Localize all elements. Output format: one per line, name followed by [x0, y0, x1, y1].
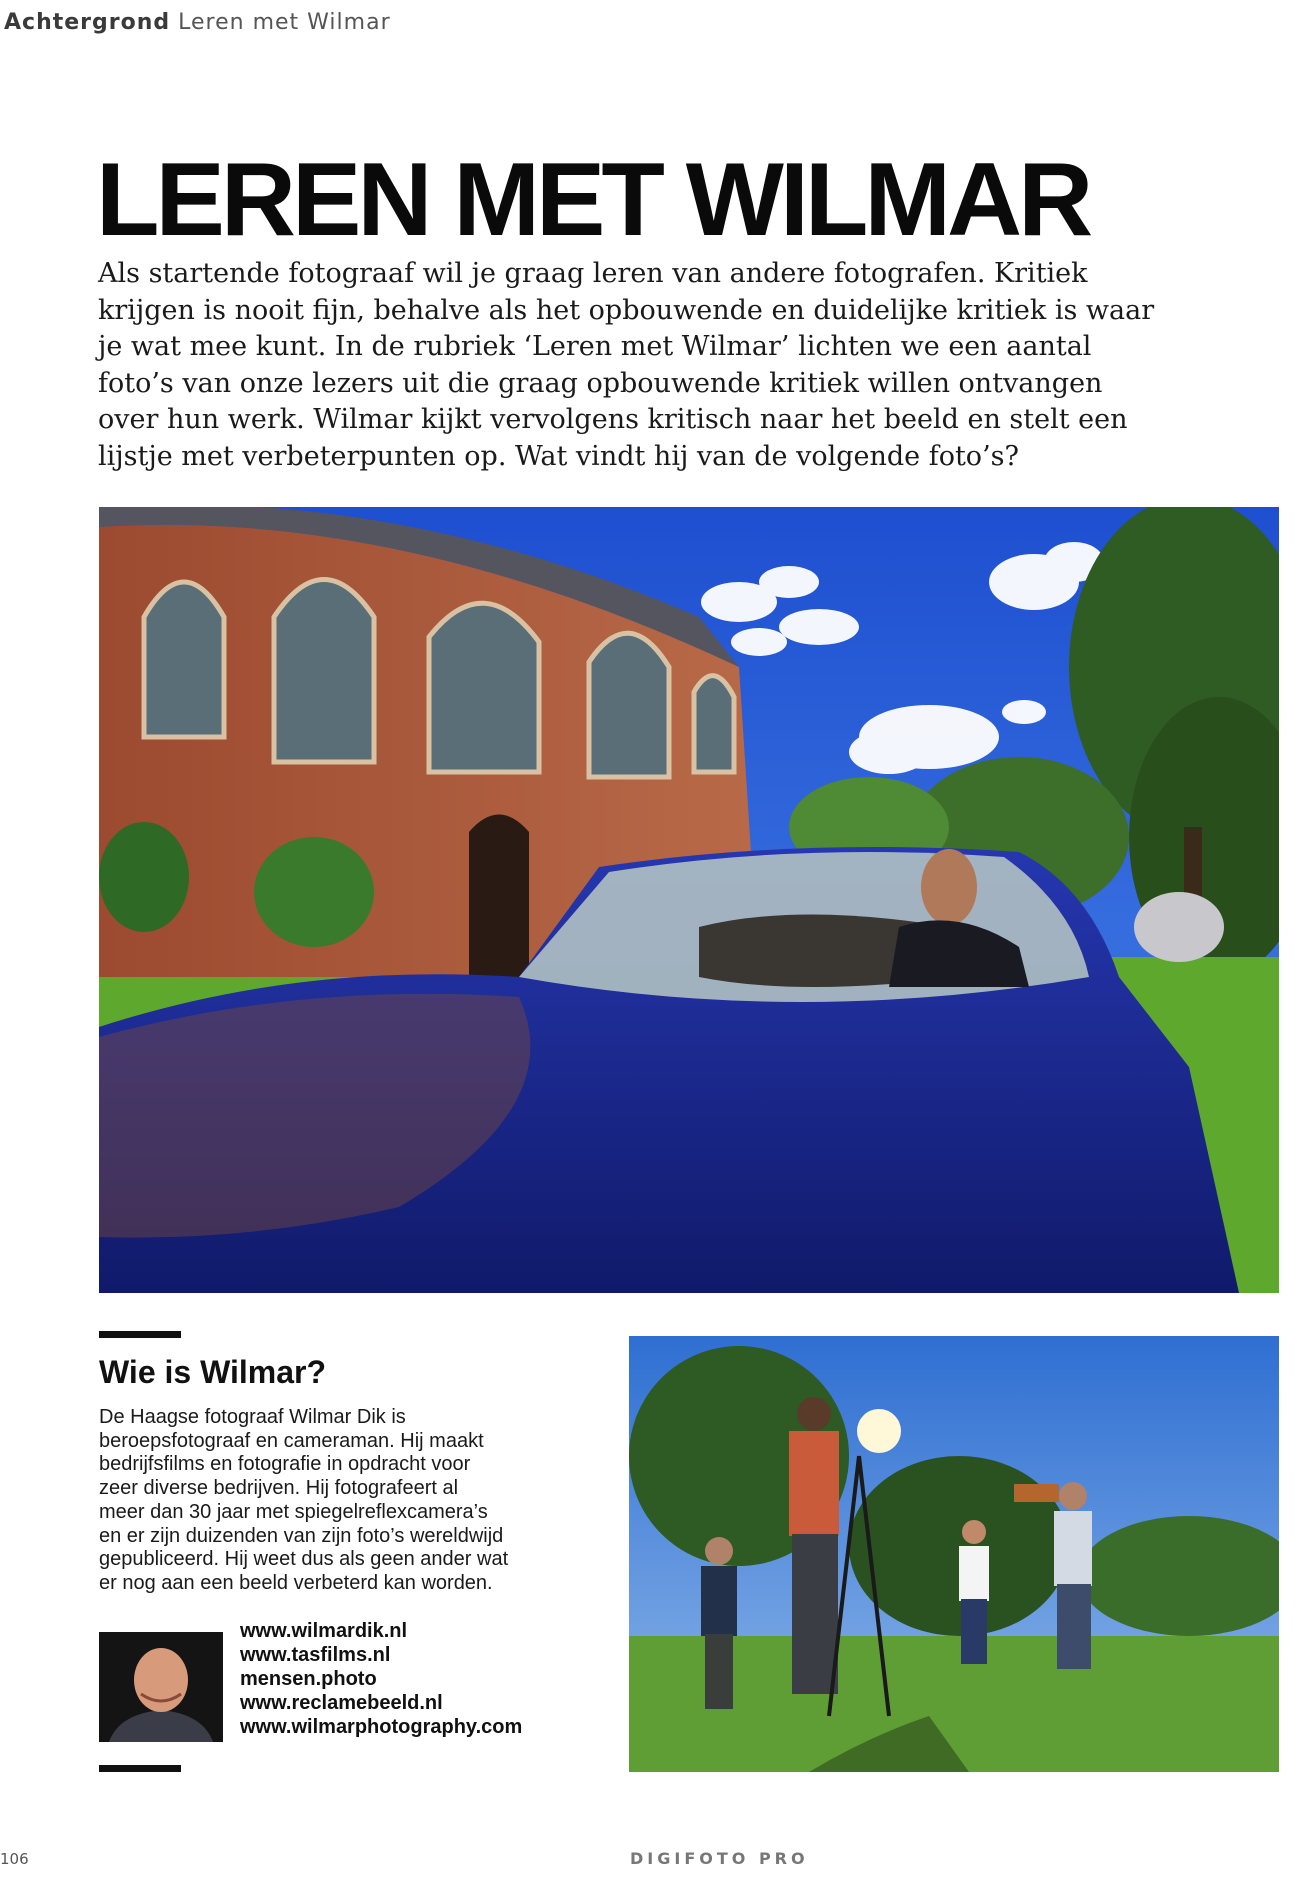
sidebar-heading: Wie is Wilmar? — [99, 1354, 327, 1390]
main-photo-illustration — [99, 507, 1279, 1293]
intro-line: foto’s van onze lezers uit die graag opbouwende kritiek willen ontvangen — [98, 367, 1103, 399]
sidebar-top-rule — [99, 1331, 181, 1338]
magazine-name: DIGIFOTO PRO — [630, 1849, 809, 1868]
bio-line: beroepsfotograaf en cameraman. Hij maakt — [99, 1429, 484, 1452]
workshop-illustration — [629, 1336, 1279, 1772]
page-number: 106 — [0, 1850, 29, 1868]
intro-line: lijstje met verbeterpunten op. Wat vindt hij van de volgende foto’s? — [98, 440, 1019, 472]
running-header-topic: Leren met Wilmar — [178, 10, 391, 35]
intro-line: Als startende fotograaf wil je graag leren van andere fotografen. Kritiek — [98, 258, 1088, 289]
website-links — [240, 1619, 522, 1739]
bio-line: De Haagse fotograaf Wilmar Dik is — [99, 1406, 406, 1428]
bio-line: meer dan 30 jaar met spiegelreflexcamera’s — [99, 1500, 488, 1523]
bio-line: bedrijfsfilms en fotografie in opdracht voor — [99, 1453, 471, 1476]
article-title: LEREN MET WILMAR — [96, 142, 1090, 258]
workshop-photo — [629, 1336, 1279, 1772]
intro-line: over hun werk. Wilmar kijkt vervolgens kritisch naar het beeld en stelt een — [98, 404, 1128, 435]
bio-line: zeer diverse bedrijven. Hij fotografeert al — [99, 1477, 459, 1500]
link-wilmardik[interactable]: www.wilmardik.nl — [240, 1620, 408, 1642]
link-tasfilms[interactable]: www.tasfilms.nl — [240, 1644, 391, 1666]
sidebar-bottom-rule — [99, 1765, 181, 1772]
intro-line: je wat mee kunt. In de rubriek ‘Leren met Wilmar’ lichten we een aantal — [98, 331, 1092, 362]
intro-line: krijgen is nooit fijn, behalve als het opbouwende en duidelijke kritiek is waar — [98, 294, 1155, 326]
wilmar-portrait — [99, 1632, 223, 1742]
main-photo-church-car — [99, 507, 1279, 1293]
running-header — [4, 10, 391, 35]
bio-line: gepubliceerd. Hij weet dus als geen ander wat — [99, 1548, 509, 1571]
portrait-illustration — [99, 1632, 223, 1742]
bio-text — [99, 1406, 569, 1596]
link-wilmarphotography[interactable]: www.wilmarphotography.com — [240, 1716, 523, 1738]
running-header-section: Achtergrond — [4, 10, 171, 35]
bio-line: en er zijn duizenden van zijn foto’s wereldwijd — [99, 1524, 504, 1547]
bio-line: er nog aan een beeld verbeterd kan worden. — [99, 1571, 493, 1594]
article-intro — [98, 256, 1168, 475]
link-mensen-photo[interactable]: mensen.photo — [240, 1668, 377, 1690]
link-reclamebeeld[interactable]: www.reclamebeeld.nl — [240, 1692, 443, 1714]
